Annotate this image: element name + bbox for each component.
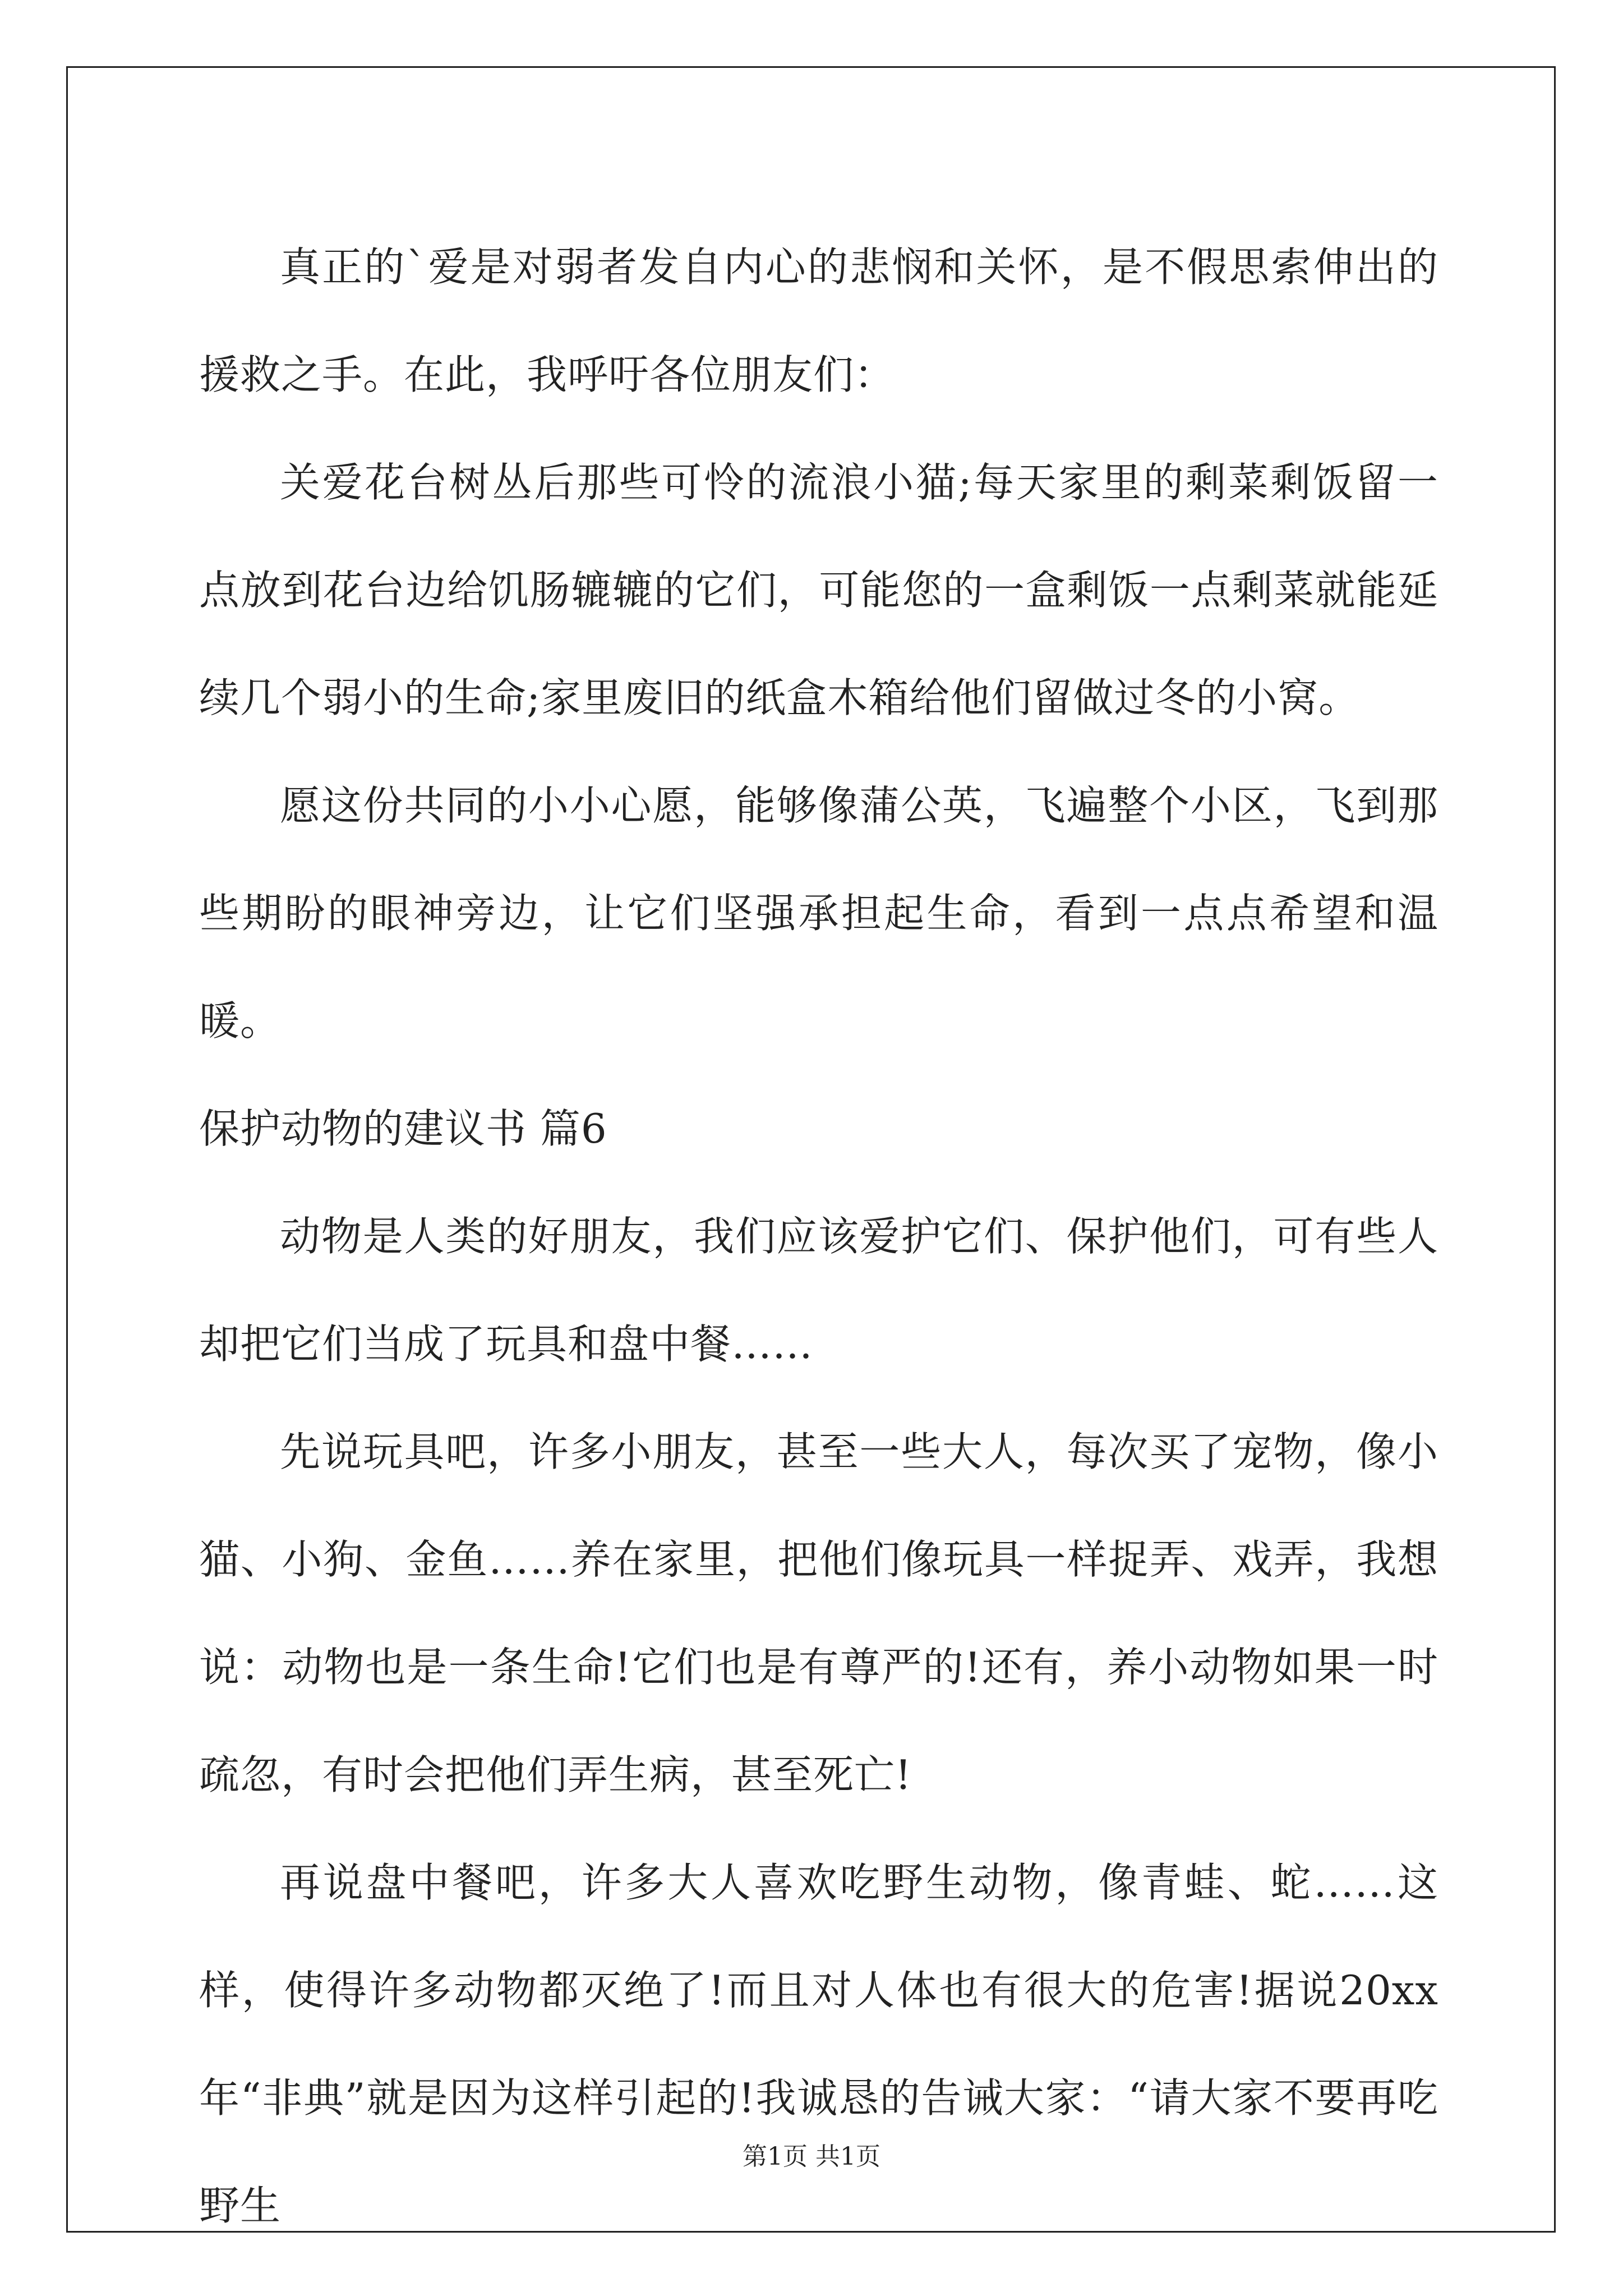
paragraph-3: 愿这份共同的小小心愿，能够像蒲公英，飞遍整个小区，飞到那些期盼的眼神旁边，让它们坚强承担起生命，看到一点点希望和温暖。 [199, 782, 1438, 1045]
paragraph-4: 动物是人类的好朋友，我们应该爱护它们、保护他们，可有些人却把它们当成了玩具和盘中餐…… [199, 1213, 1438, 1368]
paragraph-1: 真正的`爱是对弱者发自内心的悲悯和关怀，是不假思索伸出的援救之手。在此，我呼吁各位朋友们： [199, 243, 1438, 398]
paragraph-6: 再说盘中餐吧，许多大人喜欢吃野生动物，像青蛙、蛇……这样，使得许多动物都灭绝了!而且对人体也有很大的危害!据说20xx年“非典”就是因为这样引起的!我诚恳的告诫大家：“请大家不要再吃野生 [199, 1859, 1438, 2229]
page-footer: 第1页 共1页 [743, 2142, 880, 2171]
paragraph-2: 关爱花台树丛后那些可怜的流浪小猫;每天家里的剩菜剩饭留一点放到花台边给饥肠辘辘的它们，可能您的一盒剩饭一点剩菜就能延续几个弱小的生命;家里废旧的纸盒木箱给他们留做过冬的小窝。 [199, 459, 1438, 721]
section-heading: 保护动物的建议书 篇6 [199, 1105, 607, 1152]
document-body [199, 213, 1438, 2260]
paragraph-5: 先说玩具吧，许多小朋友，甚至一些大人，每次买了宠物，像小猫、小狗、金鱼……养在家里，把他们像玩具一样捉弄、戏弄，我想说：动物也是一条生命!它们也是有尊严的!还有，养小动物如果一时疏忽，有时会把他们弄生病，甚至死亡! [199, 1428, 1438, 1798]
